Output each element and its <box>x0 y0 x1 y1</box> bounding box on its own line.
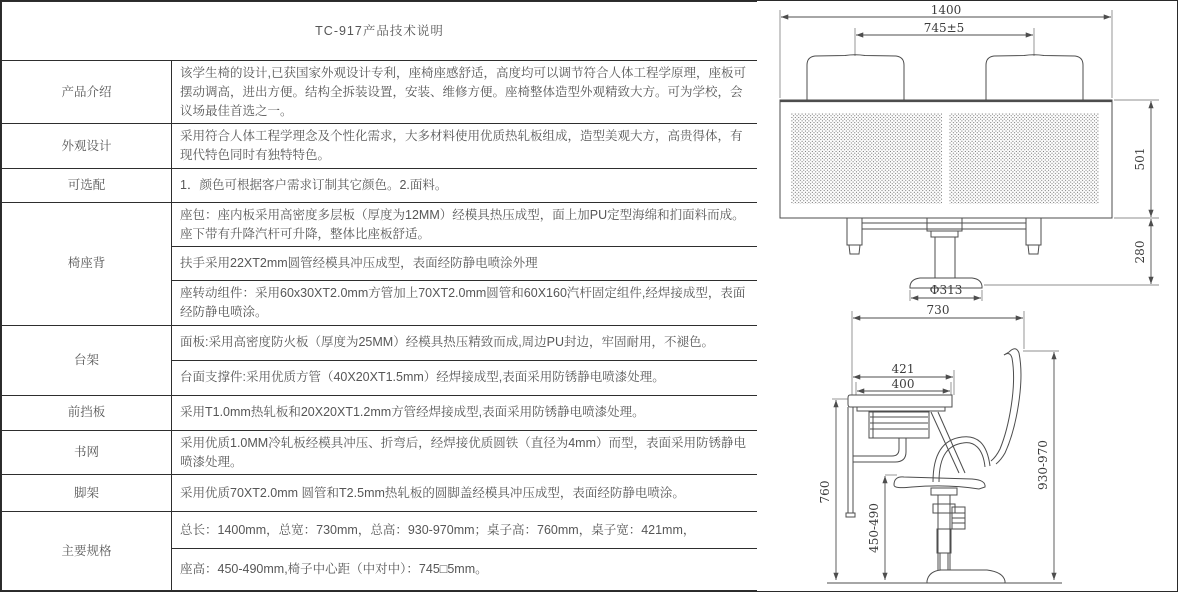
spec-value-cell: 采用T1.0mm热轧板和20X20XT1.2mm方管经焊接成型,表面采用防锈静电喷漆处理。 <box>172 395 758 430</box>
desk-leg-right-foot <box>1028 245 1039 254</box>
mesh-panel-left <box>791 113 942 204</box>
table-row <box>2 475 758 512</box>
spec-value-cell: 总长：1400mm，总宽：730mm，总高：930-970mm；桌子高：760mm，桌子宽：421mm， <box>172 512 758 549</box>
spec-label-cell: 台架 <box>2 325 172 395</box>
table-row <box>2 430 758 475</box>
chair-backrest <box>991 354 1014 461</box>
dim-seat-height-label: 450-490 <box>867 503 881 553</box>
dim-desk-inner-label: 400 <box>891 377 915 391</box>
table-row <box>2 202 758 247</box>
gas-lift-stem <box>940 553 948 570</box>
spec-value-cell: 扶手采用22XT2mm圆管经模具冲压成型，表面经防静电喷涂外理 <box>172 247 758 281</box>
dim-depth-label: 730 <box>926 303 950 317</box>
spec-value-cell: 台面支撑件:采用优质方管（40X20XT1.5mm）经焊接成型,表面采用防锈静电喷漆处理。 <box>172 360 758 395</box>
diagonal-brace <box>938 412 965 473</box>
table-row <box>2 61 758 124</box>
dim-desk-width-label: 421 <box>891 362 915 376</box>
spec-label-cell: 椅座背 <box>2 202 172 325</box>
spec-value-cell: 座转动组件：采用60x30XT2.0mm方管加上70XT2.0mm圆管和60X160汽杆固定组件,经焊接成型，表面经防静电喷涂。 <box>172 281 758 326</box>
spec-label-cell: 主要规格 <box>2 512 172 591</box>
spec-label-cell: 外观设计 <box>2 124 172 169</box>
spec-value-cell: 采用符合人体工程学理念及个性化需求，大多材料使用优质热轧板组成，造型美观大方，高贵得体，有现代特色同时有独特特色。 <box>172 124 758 169</box>
seat-mount <box>931 488 957 495</box>
desk-leg-left <box>847 218 862 245</box>
spec-value-cell: 采用优质1.0MM冷轧板经模具冲压、折弯后，经焊接优质圆铁（直径为4mm）而型，表面采用防锈静电喷漆处理。 <box>172 430 758 475</box>
dim-seat-spacing-label: 745±5 <box>923 21 965 35</box>
desk-leg-right <box>1026 218 1041 245</box>
pedestal-collar <box>931 231 958 237</box>
dim-panel-height-label: 501 <box>1133 147 1147 171</box>
table-row <box>2 325 758 360</box>
dim-leg-height-label: 280 <box>1133 240 1147 264</box>
mesh-panel-right <box>949 113 1099 204</box>
seat-back-right <box>986 55 1083 100</box>
front-view <box>780 3 1159 301</box>
technical-drawing-svg <box>757 1 1175 589</box>
spec-label-cell: 产品介绍 <box>2 61 172 124</box>
desk-leg-left-foot <box>849 245 860 254</box>
page-title: TC-917产品技术说明 <box>2 2 758 61</box>
table-row <box>2 2 758 61</box>
support-tube <box>853 438 899 456</box>
table-row <box>2 168 758 202</box>
spec-table-panel <box>1 1 757 591</box>
book-net-box <box>869 412 929 438</box>
table-row <box>2 512 758 549</box>
front-panel-foot <box>846 513 855 517</box>
spec-value-cell: 座包：座内板采用高密度多层板（厚度为12MM）经模具热压成型，面上加PU定型海绵和扪面料而成。座下带有升降汽杆可升降，整体比座板舒适。 <box>172 202 758 247</box>
gas-lift-cylinder <box>937 529 951 553</box>
spec-value-cell: 采用优质70XT2.0mm 圆管和T2.5mm热轧板的圆脚盖经模具冲压成型，表面经防静电喷涂。 <box>172 475 758 512</box>
support-tube <box>853 438 906 462</box>
technical-drawing-panel <box>757 1 1177 591</box>
dim-total-height-label: 930-970 <box>1036 440 1050 490</box>
chair-backrest <box>996 349 1021 464</box>
spec-value-cell: 面板:采用高密度防火板（厚度为25MM）经模具热压精致而成,周边PU封边，牢固耐用，不褪色。 <box>172 325 758 360</box>
table-row <box>2 124 758 169</box>
dim-desk-height-label: 760 <box>818 480 832 504</box>
spec-value-cell: 座高：450-490mm,椅子中心距（中对中）：745□5mm。 <box>172 549 758 591</box>
seat-back-left <box>807 55 904 100</box>
dim-total-width-label: 1400 <box>930 3 962 17</box>
spec-label-cell: 可选配 <box>2 168 172 202</box>
side-view <box>818 303 1062 583</box>
table-row <box>2 395 758 430</box>
spec-label-cell: 前挡板 <box>2 395 172 430</box>
dim-base-diameter-label: Φ313 <box>929 283 963 297</box>
spec-label-cell: 书网 <box>2 430 172 475</box>
desk-under-rail <box>857 407 945 411</box>
chair-armrest <box>939 443 985 482</box>
spec-table <box>1 1 758 591</box>
spec-label-cell: 脚架 <box>2 475 172 512</box>
spec-value-cell: 该学生椅的设计,已获国家外观设计专利，座椅座感舒适，高度均可以调节符合人体工程学原理，座板可摆动调高，进出方便。结构全拆装设置，安装、维修方便。座椅整体造型外观精致大方。可为学校，会议场最佳首选之一。 <box>172 61 758 124</box>
desk-surface <box>848 395 952 407</box>
chair-base <box>927 570 1005 583</box>
spec-value-cell: 1．颜色可根据客户需求订制其它颜色。2.面料。 <box>172 168 758 202</box>
